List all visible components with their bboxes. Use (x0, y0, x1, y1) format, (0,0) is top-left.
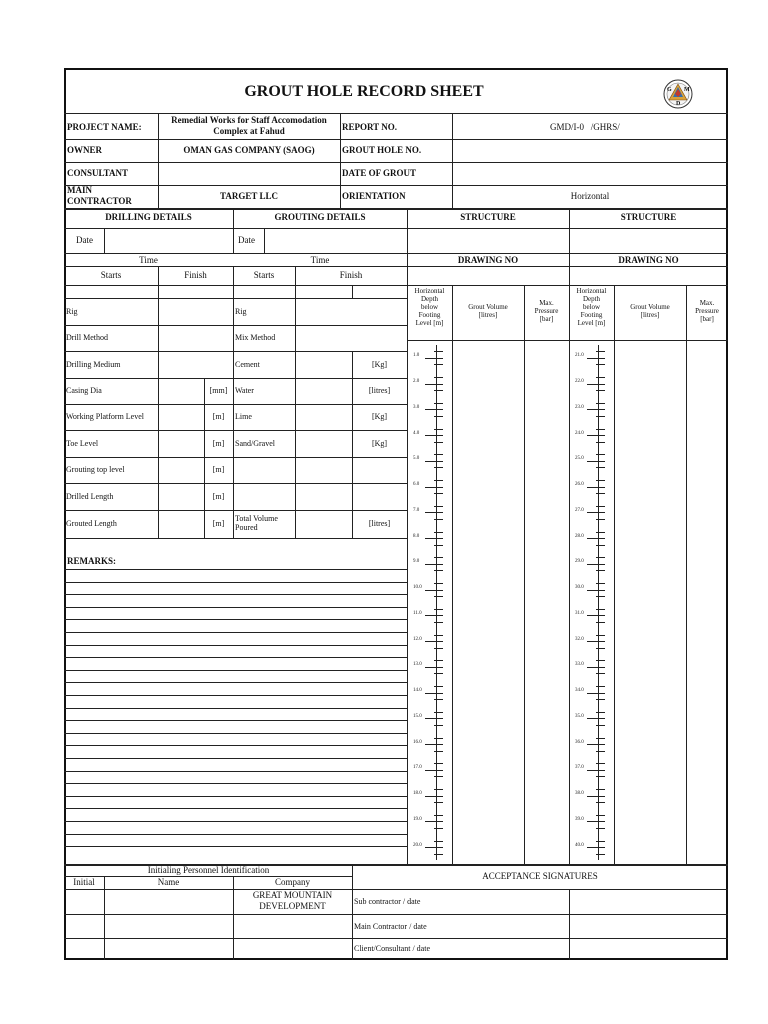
sand-gravel-unit: [Kg] (371, 439, 388, 448)
depth-scale-line (436, 809, 437, 835)
depth-tick-label: 39.0 (575, 816, 584, 822)
depth-scale-line (436, 371, 437, 397)
grout-volume-header-left: Grout Volume [litres] (468, 303, 508, 319)
lime-label: Lime (235, 412, 252, 421)
depth-scale-line (598, 371, 599, 397)
remarks-line (64, 657, 407, 658)
depth-tick (425, 461, 443, 462)
depth-tick (425, 409, 443, 410)
total-volume-poured-label: Total Volume Poured (235, 514, 278, 532)
remarks-line (64, 745, 407, 746)
depth-scale-line (436, 783, 437, 809)
depth-tick (425, 358, 443, 359)
drill-method-label: Drill Method (66, 333, 108, 342)
remarks-line (64, 846, 407, 847)
grouting-time-label: Time (310, 255, 330, 265)
depth-scale-line (598, 474, 599, 500)
remarks-line (64, 670, 407, 671)
remarks-line (64, 720, 407, 721)
drilling-date-label: Date (76, 235, 93, 245)
depth-scale-line (436, 525, 437, 551)
remarks-line (64, 808, 407, 809)
depth-tick (425, 693, 443, 694)
casing-dia-unit: [mm] (209, 386, 228, 395)
client-consultant-signature-field[interactable] (570, 939, 727, 959)
grouted-length-unit: [m] (212, 519, 225, 528)
company-column-header: Company (275, 877, 310, 887)
max-pressure-header-left: Max. Pressure [bar] (534, 299, 559, 323)
drilling-finish-label: Finish (184, 270, 207, 280)
grouting-details-heading: GROUTING DETAILS (274, 212, 366, 222)
remarks-line (64, 821, 407, 822)
owner-value: OMAN GAS COMPANY (SAOG) (183, 145, 315, 155)
remarks-line (64, 582, 407, 583)
depth-tick (587, 770, 605, 771)
remarks-line (64, 733, 407, 734)
company-value-line2: DEVELOPMENT (259, 901, 326, 911)
depth-scale-line (598, 757, 599, 783)
client-consultant-signature-label: Client/Consultant / date (354, 944, 430, 953)
depth-tick (425, 384, 443, 385)
depth-scale-line (436, 731, 437, 757)
remarks-line (64, 594, 407, 595)
depth-tick-label: 10.0 (413, 585, 422, 591)
depth-scale-line (436, 474, 437, 500)
depth-scale-line (436, 448, 437, 474)
drawing-no-label-left: DRAWING NO (457, 255, 519, 265)
depth-tick (425, 564, 443, 565)
depth-tick-label: 20.0 (413, 842, 422, 848)
depth-tick (587, 409, 605, 410)
remarks-line (64, 834, 407, 835)
depth-tick-label: 8.0 (413, 533, 420, 539)
depth-scale-line (598, 654, 599, 680)
depth-tick-label: 31.0 (575, 610, 584, 616)
cement-label: Cement (235, 360, 260, 369)
sub-contractor-signature-field[interactable] (570, 890, 727, 913)
structure-heading-right: STRUCTURE (620, 212, 677, 222)
depth-tick-label: 23.0 (575, 404, 584, 410)
remarks-line (64, 771, 407, 772)
logo-letter-m: M (684, 87, 690, 93)
depth-tick (587, 487, 605, 488)
depth-scale-line (436, 551, 437, 577)
depth-scale-line (436, 345, 437, 371)
project-name-label: PROJECT NAME: (67, 122, 142, 132)
depth-scale-line (436, 397, 437, 423)
drilling-date-field[interactable] (105, 229, 232, 252)
depth-tick (587, 358, 605, 359)
remarks-line (64, 708, 407, 709)
owner-label: OWNER (67, 145, 103, 155)
date-of-grout-label: DATE OF GROUT (342, 168, 417, 178)
casing-dia-label: Casing Dia (66, 386, 102, 395)
grouting-date-field[interactable] (265, 229, 406, 252)
max-pressure-header-right: Max. Pressure [bar] (695, 299, 719, 323)
drilling-medium-label: Drilling Medium (66, 360, 121, 369)
depth-scale-line (436, 603, 437, 629)
depth-tick-label: 34.0 (575, 688, 584, 694)
depth-scale-line (598, 551, 599, 577)
depth-header-left: Horizontal Depth below Footing Level [m] (414, 287, 445, 327)
depth-tick-label: 14.0 (413, 688, 422, 694)
remarks-line (64, 619, 407, 620)
company-logo (658, 78, 698, 110)
remarks-line (64, 645, 407, 646)
drilling-rig-label: Rig (66, 307, 78, 316)
grouted-length-label: Grouted Length (66, 519, 117, 528)
grouting-finish-label: Finish (339, 270, 363, 280)
depth-scale-line (598, 397, 599, 423)
depth-tick-label: 11.0 (413, 610, 422, 616)
depth-scale-line (436, 654, 437, 680)
remarks-line (64, 758, 407, 759)
depth-tick (587, 796, 605, 797)
mix-method-label: Mix Method (235, 333, 276, 342)
depth-tick-label: 1.0 (413, 353, 420, 359)
cement-unit: [Kg] (371, 360, 388, 369)
depth-tick-label: 36.0 (575, 739, 584, 745)
project-name-value-line2: Complex at Fahud (213, 126, 285, 136)
depth-tick-label: 13.0 (413, 662, 422, 668)
depth-tick (425, 512, 443, 513)
depth-tick-label: 40.0 (575, 842, 584, 848)
grouting-rig-label: Rig (235, 307, 247, 316)
water-unit: [litres] (368, 386, 391, 395)
depth-tick-label: 27.0 (575, 507, 584, 513)
remarks-label: REMARKS: (67, 556, 116, 566)
depth-tick (587, 744, 605, 745)
depth-tick (587, 538, 605, 539)
date-of-grout-field[interactable] (453, 163, 727, 185)
company-value-line1: GREAT MOUNTAIN (252, 890, 333, 900)
grout-hole-no-field[interactable] (453, 140, 727, 162)
depth-tick (587, 384, 605, 385)
depth-tick (587, 693, 605, 694)
depth-tick-label: 21.0 (575, 353, 584, 359)
depth-scale-line (598, 500, 599, 526)
depth-tick (425, 435, 443, 436)
page-title: GROUT HOLE RECORD SHEET (244, 83, 484, 100)
drilled-length-label: Drilled Length (66, 492, 114, 501)
depth-tick-label: 37.0 (575, 765, 584, 771)
depth-tick (425, 487, 443, 488)
depth-tick (425, 667, 443, 668)
remarks-line (64, 682, 407, 683)
depth-scale-line (598, 345, 599, 371)
depth-tick-label: 2.0 (413, 379, 420, 385)
depth-scale-line (598, 422, 599, 448)
depth-tick (587, 615, 605, 616)
depth-tick (425, 821, 443, 822)
structure-field-left[interactable] (408, 229, 568, 252)
depth-tick-label: 15.0 (413, 713, 422, 719)
remarks-line (64, 783, 407, 784)
main-contractor-signature-label: Main Contractor / date (354, 922, 427, 931)
depth-tick-label: 26.0 (575, 482, 584, 488)
depth-scale-line (436, 500, 437, 526)
drilling-details-heading: DRILLING DETAILS (105, 212, 192, 222)
depth-tick-label: 25.0 (575, 456, 584, 462)
depth-tick-label: 32.0 (575, 636, 584, 642)
depth-scale-line (598, 448, 599, 474)
grouting-top-level-unit: [m] (212, 465, 225, 474)
depth-tick (587, 564, 605, 565)
depth-tick-label: 5.0 (413, 456, 420, 462)
main-contractor-label-line2: CONTRACTOR (67, 196, 132, 206)
depth-tick (587, 718, 605, 719)
remarks-line (64, 632, 407, 633)
depth-tick-label: 7.0 (413, 507, 420, 513)
depth-scale-line (436, 422, 437, 448)
depth-tick-label: 24.0 (575, 430, 584, 436)
depth-tick-label: 16.0 (413, 739, 422, 745)
main-contractor-signature-field[interactable] (570, 915, 727, 937)
depth-tick-label: 29.0 (575, 559, 584, 565)
toe-level-unit: [m] (212, 439, 225, 448)
drawing-no-label-right: DRAWING NO (618, 255, 679, 265)
grouting-starts-label: Starts (253, 270, 275, 280)
depth-tick (425, 590, 443, 591)
depth-tick (425, 615, 443, 616)
structure-heading-left: STRUCTURE (460, 212, 516, 222)
depth-tick-label: 4.0 (413, 430, 420, 436)
project-name-value-line1: Remedial Works for Staff Accomodation (171, 115, 327, 125)
lime-unit: [Kg] (371, 412, 388, 421)
depth-header-right: Horizontal Depth below Footing Level [m] (576, 287, 607, 327)
remarks-line (64, 569, 407, 570)
depth-tick-label: 33.0 (575, 662, 584, 668)
depth-tick-label: 22.0 (575, 379, 584, 385)
structure-field-right[interactable] (570, 229, 727, 252)
depth-scale-line (436, 834, 437, 860)
grout-hole-no-label: GROUT HOLE NO. (342, 145, 422, 155)
depth-tick (587, 435, 605, 436)
grout-volume-header-right: Grout Volume [litres] (630, 303, 670, 319)
depth-scale-line (436, 757, 437, 783)
depth-tick-label: 19.0 (413, 816, 422, 822)
working-platform-level-unit: [m] (212, 412, 225, 421)
drilling-starts-label: Starts (100, 270, 122, 280)
depth-tick-label: 28.0 (575, 533, 584, 539)
logo-letter-g: G (667, 87, 672, 93)
consultant-label: CONSULTANT (67, 168, 129, 178)
toe-level-label: Toe Level (66, 439, 99, 448)
initialing-title: Initialing Personnel Identification (147, 865, 270, 875)
depth-scale-line (598, 783, 599, 809)
depth-tick (587, 821, 605, 822)
depth-scale-line (598, 809, 599, 835)
consultant-field[interactable] (159, 163, 339, 185)
logo-letter-d: D (676, 101, 681, 107)
remarks-line (64, 607, 407, 608)
depth-tick-label: 12.0 (413, 636, 422, 642)
depth-tick (587, 590, 605, 591)
depth-tick-label: 35.0 (575, 713, 584, 719)
main-contractor-label-line1: MAIN (67, 185, 92, 195)
depth-tick (587, 512, 605, 513)
remarks-line (64, 796, 407, 797)
depth-scale-line (598, 680, 599, 706)
depth-tick-label: 18.0 (413, 791, 422, 797)
depth-tick (425, 796, 443, 797)
depth-tick-label: 3.0 (413, 404, 420, 410)
remarks-line (64, 695, 407, 696)
main-contractor-value: TARGET LLC (220, 191, 278, 201)
orientation-label: ORIENTATION (342, 191, 406, 201)
grouting-top-level-label: Grouting top level (66, 465, 125, 474)
water-label: Water (235, 386, 254, 395)
depth-tick (587, 641, 605, 642)
sand-gravel-label: Sand/Gravel (235, 439, 275, 448)
orientation-value: Horizontal (570, 191, 610, 201)
depth-tick-label: 38.0 (575, 791, 584, 797)
name-column-header: Name (157, 877, 180, 887)
depth-tick (425, 744, 443, 745)
depth-tick (425, 641, 443, 642)
depth-tick (425, 538, 443, 539)
depth-tick (587, 461, 605, 462)
depth-tick (587, 847, 605, 848)
depth-tick-label: 30.0 (575, 585, 584, 591)
drilling-time-label: Time (139, 255, 158, 265)
depth-scale-line (436, 706, 437, 732)
grouting-date-label: Date (238, 235, 255, 245)
depth-scale-line (436, 680, 437, 706)
report-no-value[interactable]: GMD/I-0 /GHRS/ (550, 122, 620, 132)
depth-scale-line (436, 628, 437, 654)
depth-scale-line (598, 525, 599, 551)
depth-tick-label: 6.0 (413, 482, 420, 488)
depth-tick (425, 847, 443, 848)
depth-tick (425, 770, 443, 771)
depth-scale-line (598, 577, 599, 603)
acceptance-signatures-title: ACCEPTANCE SIGNATURES (482, 871, 598, 881)
depth-tick (425, 718, 443, 719)
sub-contractor-signature-label: Sub contractor / date (354, 897, 421, 906)
depth-scale-line (598, 628, 599, 654)
depth-scale-line (598, 834, 599, 860)
total-volume-poured-unit: [litres] (368, 519, 391, 528)
depth-scale-line (598, 706, 599, 732)
drilled-length-unit: [m] (212, 492, 225, 501)
working-platform-level-label: Working Platform Level (66, 412, 145, 421)
depth-scale-line (598, 731, 599, 757)
initial-column-header: Initial (73, 877, 95, 887)
depth-tick (587, 667, 605, 668)
report-no-label: REPORT NO. (342, 122, 398, 132)
depth-scale-line (436, 577, 437, 603)
depth-tick-label: 17.0 (413, 765, 422, 771)
depth-tick-label: 9.0 (413, 559, 420, 565)
depth-scale-line (598, 603, 599, 629)
